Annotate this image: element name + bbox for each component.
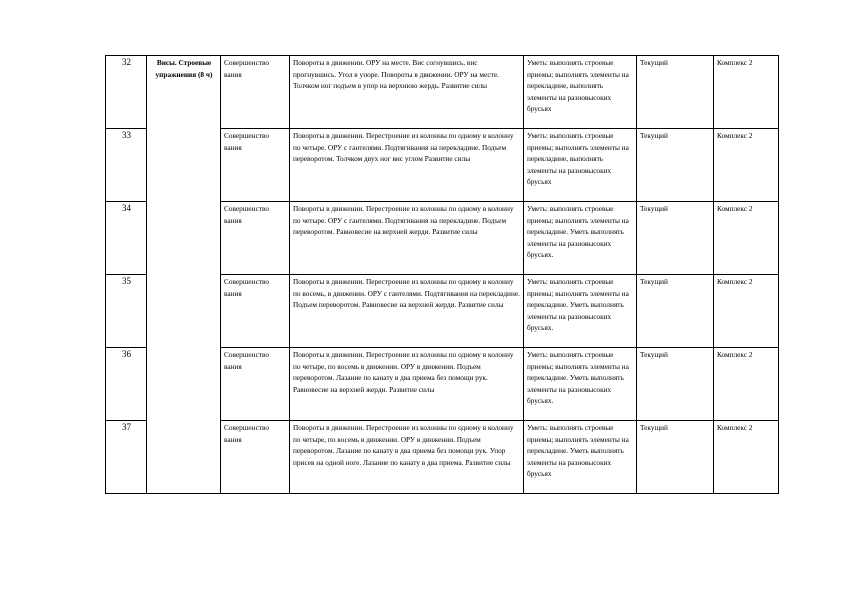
lesson-number: 35 [106, 275, 147, 348]
lesson-number: 37 [106, 421, 147, 494]
lesson-content: Повороты в движении. ОРУ на месте. Вис согнувшись, вис прогнувшись. Угол в упоре. Повороты в движении. ОРУ на месте. Толчком ног подъем в упор на верхнюю жердь. Развитие силы [290, 56, 524, 129]
lesson-plan-table [105, 55, 779, 494]
homework: Комплекс 2 [714, 202, 779, 275]
homework: Комплекс 2 [714, 129, 779, 202]
lesson-type: Совершенство вания [221, 202, 290, 275]
lesson-type: Совершенство вания [221, 421, 290, 494]
control-type: Текущий [637, 421, 714, 494]
homework: Комплекс 2 [714, 56, 779, 129]
lesson-content: Повороты в движении. Перестроение из колонны по одному в колонну по четыре. ОРУ с гантелями. Подтягивания на перекладине. Подъем переворотом. Толчком двух ног вис углом Развитие силы [290, 129, 524, 202]
lesson-type: Совершенство вания [221, 275, 290, 348]
control-type: Текущий [637, 129, 714, 202]
lesson-number: 36 [106, 348, 147, 421]
lesson-type: Совершенство вания [221, 129, 290, 202]
lesson-number: 33 [106, 129, 147, 202]
lesson-requirements: Уметь: выполнять строевые приемы; выполнять элементы на перекладине. Уметь выполнять элементы на разновысоких брусьях. [524, 275, 637, 348]
control-type: Текущий [637, 56, 714, 129]
homework: Комплекс 2 [714, 275, 779, 348]
homework: Комплекс 2 [714, 421, 779, 494]
control-type: Текущий [637, 275, 714, 348]
lesson-content: Повороты в движении. Перестроение из колонны по одному в колонну по восемь, в движении. ОРУ с гантелями. Подтягивания на перекладине. Подъем переворотом. Равновесие на верхней жерди. Развитие силы [290, 275, 524, 348]
lesson-requirements: Уметь: выполнять строевые приемы; выполнять элементы на перекладине, выполнять элементы на разновысоких брусьях [524, 129, 637, 202]
lesson-type: Совершенство вания [221, 56, 290, 129]
lesson-content: Повороты в движении. Перестроение из колонны по одному в колонну по четыре, по восемь в движении. ОРУ в движении. Подъем переворотом. Лазание по канату в два приема без помощи рук. Равновесие на верхней жерди. Развитие силы [290, 348, 524, 421]
control-type: Текущий [637, 202, 714, 275]
lesson-content: Повороты в движении. Перестроение из колонны по одному в колонну по четыре, по восемь в движении. ОРУ в движении. Подъем переворотом. Лазание по канату в два приема без помощи рук. Упор присев на одной ноге. Лазание по канату в два приема. Развитие силы [290, 421, 524, 494]
lesson-number: 34 [106, 202, 147, 275]
lesson-number: 32 [106, 56, 147, 129]
lesson-requirements: Уметь: выполнять строевые приемы; выполнять элементы на перекладине. Уметь выполнять элементы на разновысоких брусьях [524, 421, 637, 494]
lesson-requirements: Уметь: выполнять строевые приемы; выполнять элементы на перекладине. Уметь выполнять элементы на разновысоких брусьях. [524, 348, 637, 421]
homework: Комплекс 2 [714, 348, 779, 421]
lesson-requirements: Уметь: выполнять строевые приемы; выполнять элементы на перекладине, выполнять элементы на разновысоких брусьях [524, 56, 637, 129]
section-topic-text: Висы. Строевые упражнения (8 ч) [155, 58, 213, 79]
lesson-content: Повороты в движении. Перестроение из колонны по одному в колонну по четыре. ОРУ с гантелями. Подтягивания на перекладине. Подъем переворотом. Равновесие на верхней жерди. Развитие силы [290, 202, 524, 275]
lesson-type: Совершенство вания [221, 348, 290, 421]
table-row [106, 56, 779, 129]
control-type: Текущий [637, 348, 714, 421]
section-topic [147, 56, 221, 494]
lesson-requirements: Уметь: выполнять строевые приемы; выполнять элементы на перекладине. Уметь выполнять элементы на разновысоких брусьях. [524, 202, 637, 275]
